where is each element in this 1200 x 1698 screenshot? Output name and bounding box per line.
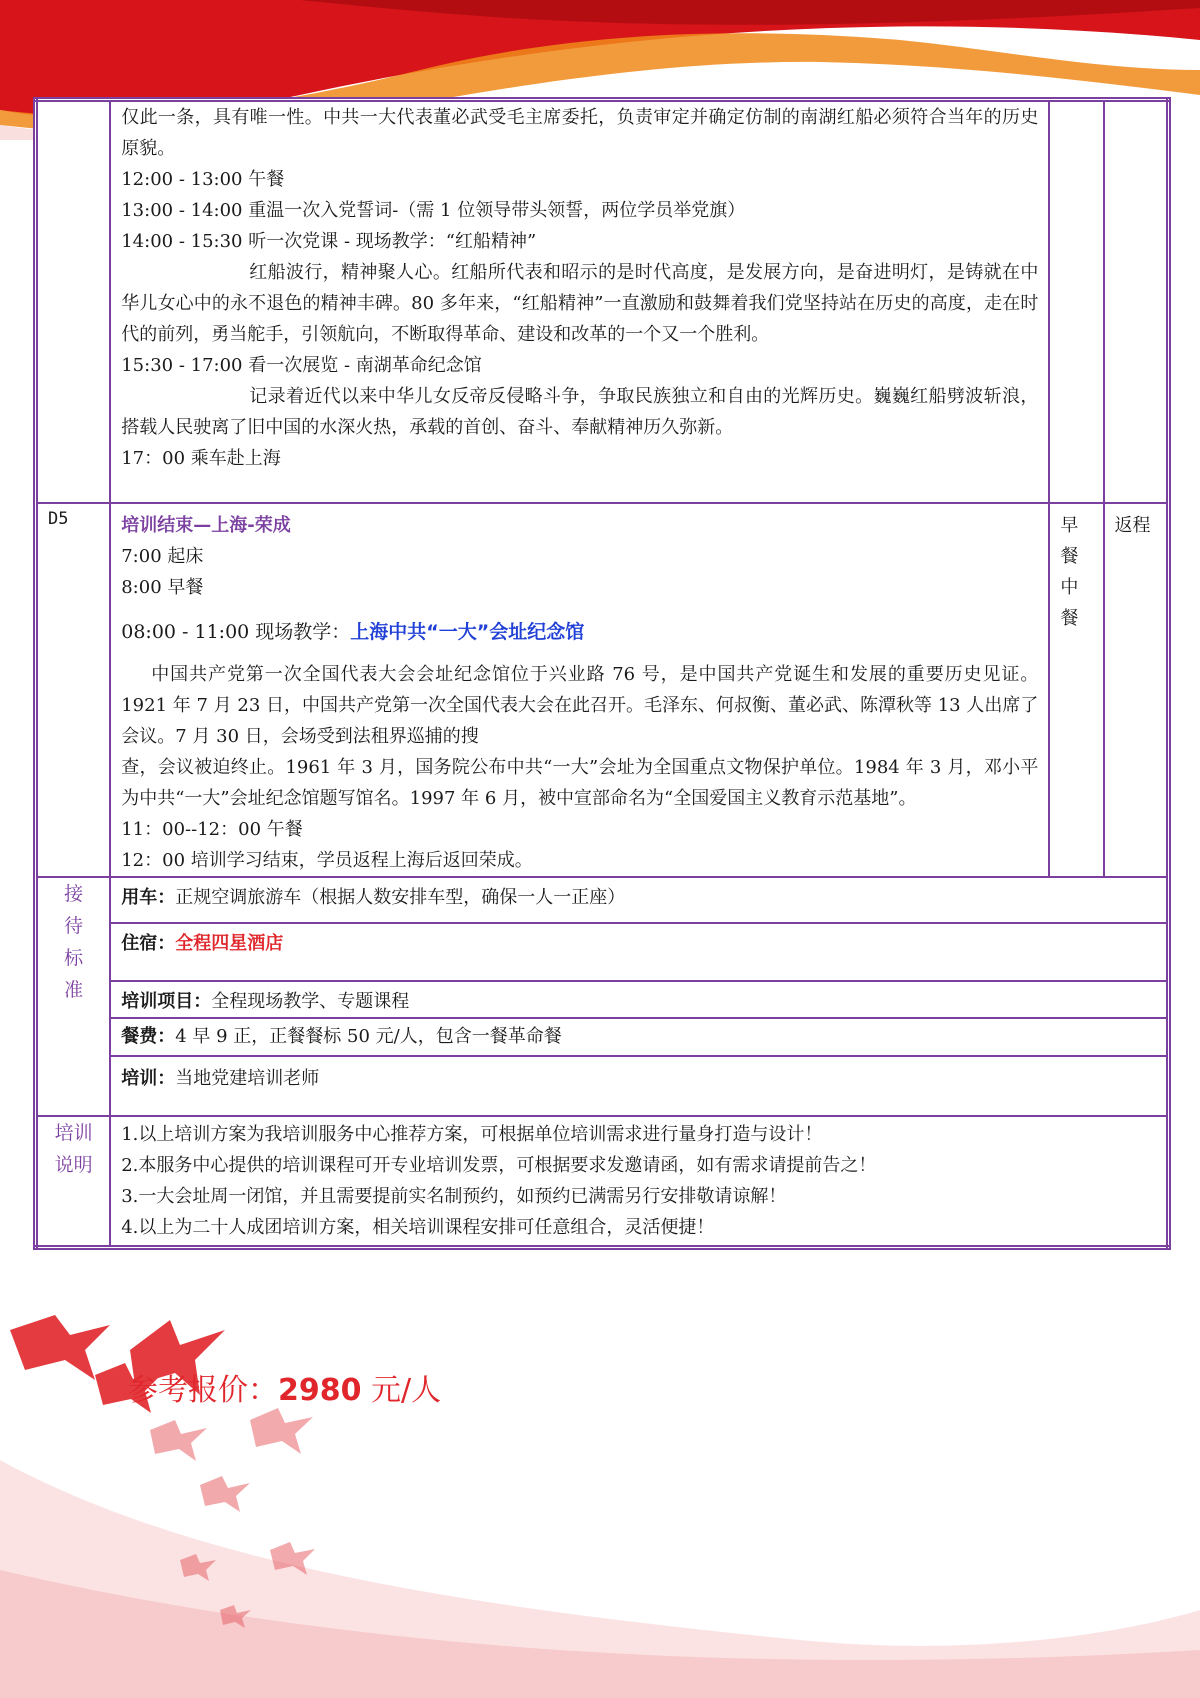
day4-depart: 17：00 乘车赴上海 [121, 448, 281, 469]
standards-label [36, 877, 111, 1116]
reference-price [128, 1365, 441, 1409]
day5-breakfast: 8:00 早餐 [121, 577, 204, 598]
day5-desc-a: 中国共产党第一次全国代表大会会址纪念馆位于兴业路 76 号，是中国共产党诞生和发展的重要历史见证。1921 年 7 月 23 日，中国共产党第一次全国代表大会在此召开。毛泽东、何叔衡、董必武、陈潭秋等 13 人出席了会议。7 月 30 日，会场受到法租界巡捕的搜 [121, 664, 1039, 747]
price-unit: 元/人 [371, 1373, 442, 1408]
standards-meals-value: 4 早 9 正，正餐餐标 50 元/人，包含一餐革命餐 [175, 1026, 562, 1047]
day5-title: 培训结束—上海-荣成 [121, 515, 291, 536]
standards-hotel-value: 全程四星酒店 [175, 933, 284, 954]
standards-trainer-key: 培训： [121, 1068, 176, 1089]
day4-lecture-desc: 红船波行，精神聚人心。红船所代表和昭示的是时代高度，是发展方向，是奋进明灯，是铸就在中华儿女心中的永不退色的精神丰碑。80 多年来，“红船精神”一直激励和鼓舞着我们党坚持站在历史的高度，走在时代的前列，勇当舵手，引领航向，不断取得革命、建设和改革的一个又一个胜利。 [121, 262, 1039, 345]
day5-label: D5 [36, 503, 111, 877]
day5-meal-breakfast: 早餐 [1060, 515, 1079, 567]
day4-lecture: 14:00 - 15:30 听一次党课 - 现场教学：“红船精神” [121, 231, 537, 252]
standards-row-meals [36, 1018, 1169, 1056]
standards-row-hotel [36, 923, 1169, 981]
notes-label-line: 培训 [54, 1122, 93, 1144]
day4-schedule-cell [110, 100, 1049, 504]
standards-label-char: 待 [64, 915, 84, 937]
standards-trainer-value: 当地党建培训老师 [175, 1068, 320, 1089]
standards-car-key: 用车： [121, 887, 176, 908]
day5-visit [121, 613, 1038, 651]
day5-stay: 返程 [1114, 515, 1151, 536]
day5-meal-lunch: 中餐 [1060, 577, 1079, 629]
day4-meal-cell [1049, 100, 1103, 504]
standards-row-training-items [36, 981, 1169, 1018]
day4-stay-cell [1104, 100, 1169, 504]
day5-desc-b: 查，会议被迫终止。1961 年 3 月，国务院公布中共“一大”会址为全国重点文物保护单位。1984 年 3 月，邓小平为中共“一大”会址纪念馆题写馆名。1997 年 6 月，被中宣部命名为“全国爱国主义教育示范基地”。 [121, 757, 1039, 809]
notes-label-line: 说明 [54, 1154, 93, 1176]
day4-oath: 13:00 - 14:00 重温一次入党誓词-（需 1 位领导带头领誓，两位学员举党旗） [121, 200, 746, 221]
notes-row [36, 1116, 1169, 1248]
day4-lunch: 12:00 - 13:00 午餐 [121, 169, 285, 190]
standards-trainer [110, 1056, 1168, 1116]
standards-row-car [36, 877, 1169, 923]
standards-hotel [110, 923, 1168, 981]
price-label: 参考报价： [128, 1373, 278, 1408]
note-item: 3.一大会址周一闭馆，并且需要提前实名制预约，如预约已满需另行安排敬请谅解！ [121, 1186, 787, 1207]
standards-car [110, 877, 1168, 923]
day4-exhibition-desc: 记录着近代以来中华儿女反帝反侵略斗争，争取民族独立和自由的光辉历史。巍巍红船劈波斩浪，搭载人民驶离了旧中国的水深火热，承载的首创、奋斗、奉献精神历久弥新。 [121, 386, 1039, 438]
standards-hotel-key: 住宿： [121, 933, 176, 954]
itinerary-table [33, 97, 1171, 1250]
day5-schedule-cell [110, 503, 1049, 877]
standards-meals [110, 1018, 1168, 1056]
note-item: 2.本服务中心提供的培训课程可开专业培训发票，可根据要求发邀请函，如有需求请提前告之！ [121, 1155, 877, 1176]
day5-lunch: 11：00--12：00 午餐 [121, 819, 303, 840]
standards-car-value: 正规空调旅游车（根据人数安排车型，确保一人一正座） [175, 887, 626, 908]
standards-label-char: 标 [64, 947, 84, 969]
day4-day-cell [36, 100, 111, 504]
note-item: 1.以上培训方案为我培训服务中心推荐方案，可根据单位培训需求进行量身打造与设计！ [121, 1124, 823, 1145]
day4-intro-text: 仅此一条，具有唯一性。中共一大代表董必武受毛主席委托，负责审定并确定仿制的南湖红船必须符合当年的历史原貌。 [121, 107, 1039, 159]
standards-training-items-value: 全程现场教学、专题课程 [211, 991, 410, 1012]
day5-end: 12：00 培训学习结束，学员返程上海后返回荣成。 [121, 850, 533, 871]
standards-row-trainer [36, 1056, 1169, 1116]
day5-meal-cell [1049, 503, 1103, 877]
price-amount: 2980 [278, 1373, 362, 1408]
day5-visit-time: 08:00 - 11:00 现场教学： [121, 621, 351, 643]
day5-stay-cell [1104, 503, 1169, 877]
day4-row [36, 100, 1169, 504]
day5-row [36, 503, 1169, 877]
note-item: 4.以上为二十人成团培训方案，相关培训课程安排可任意组合，灵活便捷！ [121, 1217, 715, 1238]
day4-exhibition: 15:30 - 17:00 看一次展览 - 南湖革命纪念馆 [121, 355, 482, 376]
standards-training-items-key: 培训项目： [121, 991, 212, 1012]
notes-label [36, 1116, 111, 1248]
standards-label-char: 接 [64, 883, 84, 905]
day5-visit-place: 上海中共“一大”会址纪念馆 [350, 621, 585, 643]
standards-training-items [110, 981, 1168, 1018]
standards-meals-key: 餐费： [121, 1026, 176, 1047]
standards-label-char: 准 [64, 979, 84, 1001]
day5-wake: 7:00 起床 [121, 546, 204, 567]
notes-cell [110, 1116, 1168, 1248]
